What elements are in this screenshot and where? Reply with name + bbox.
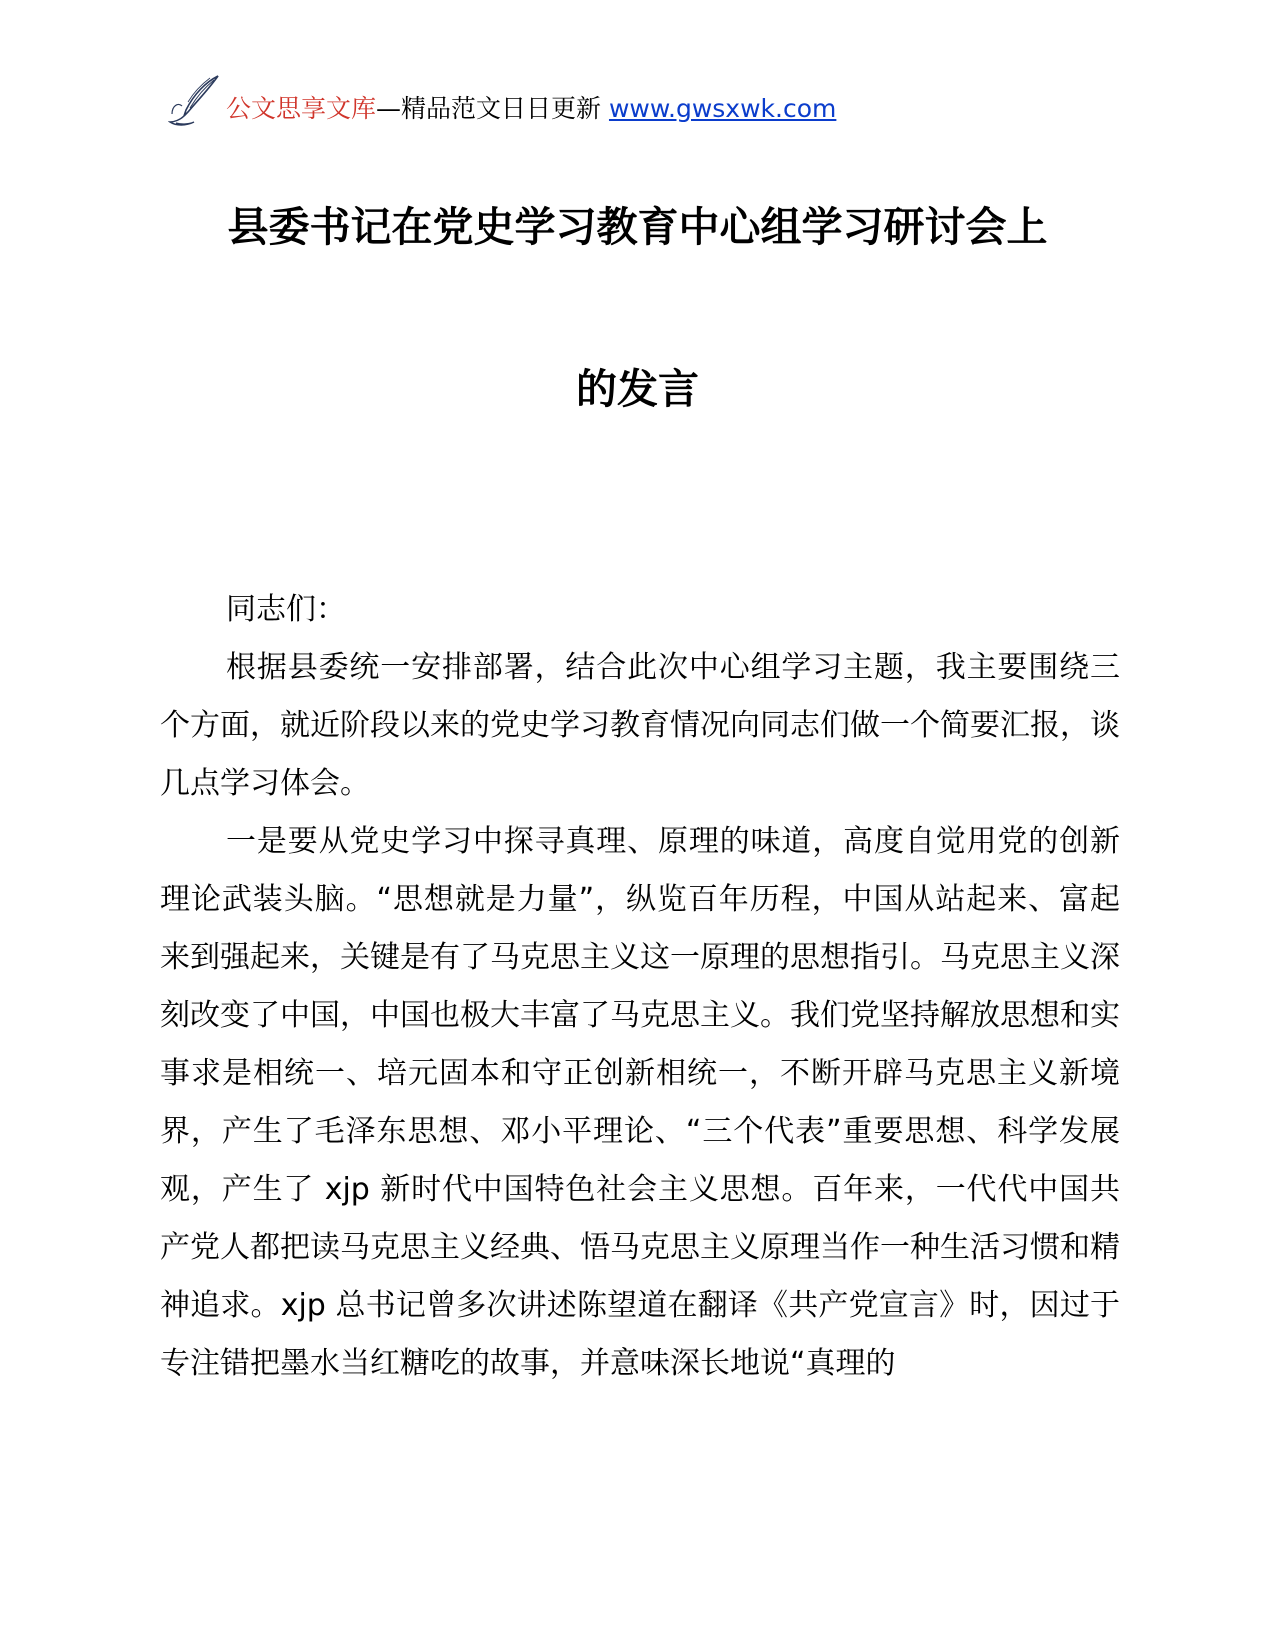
document-body: [160, 581, 1120, 1393]
header-line: [226, 94, 836, 130]
brand-name: 公文思享文库: [226, 94, 377, 123]
paragraph: 根据县委统一安排部署，结合此次中心组学习主题，我主要围绕三个方面，就近阶段以来的党史学习教育情况向同志们做一个简要汇报，谈几点学习体会。: [160, 650, 1120, 801]
salutation: 同志们：: [226, 592, 346, 627]
quill-pen-icon: [168, 72, 222, 130]
document-title-line-1: 县委书记在党史学习教育中心组学习研讨会上: [227, 203, 1048, 251]
header-tagline: —精品范文日日更新: [376, 94, 609, 123]
site-link[interactable]: www.gwsxwk.com: [608, 94, 837, 123]
document-title-line-2: 的发言: [576, 365, 699, 413]
page-header: [168, 70, 836, 130]
paragraph: 一是要从党史学习中探寻真理、原理的味道，高度自觉用党的创新理论武装头脑。“思想就是力量”，纵览百年历程，中国从站起来、富起来到强起来，关键是有了马克思主义这一原理的思想指引。马克思主义深刻改变了中国，中国也极大丰富了马克思主义。我们党坚持解放思想和实事求是相统一、培元固本和守正创新相统一，不断开辟马克思主义新境界，产生了毛泽东思想、邓小平理论、“三个代表”重要思想、科学发展观，产生了 xjp 新时代中国特色社会主义思想。百年来，一代代中国共产党人都把读马克思主义经典、悟马克思主义原理当作一种生活习惯和精神追求。xjp 总书记曾多次讲述陈望道在翻译《共产党宣言》时，因过于专注错把墨水当红糖吃的故事，并意味深长地说“真理的: [160, 824, 1120, 1381]
